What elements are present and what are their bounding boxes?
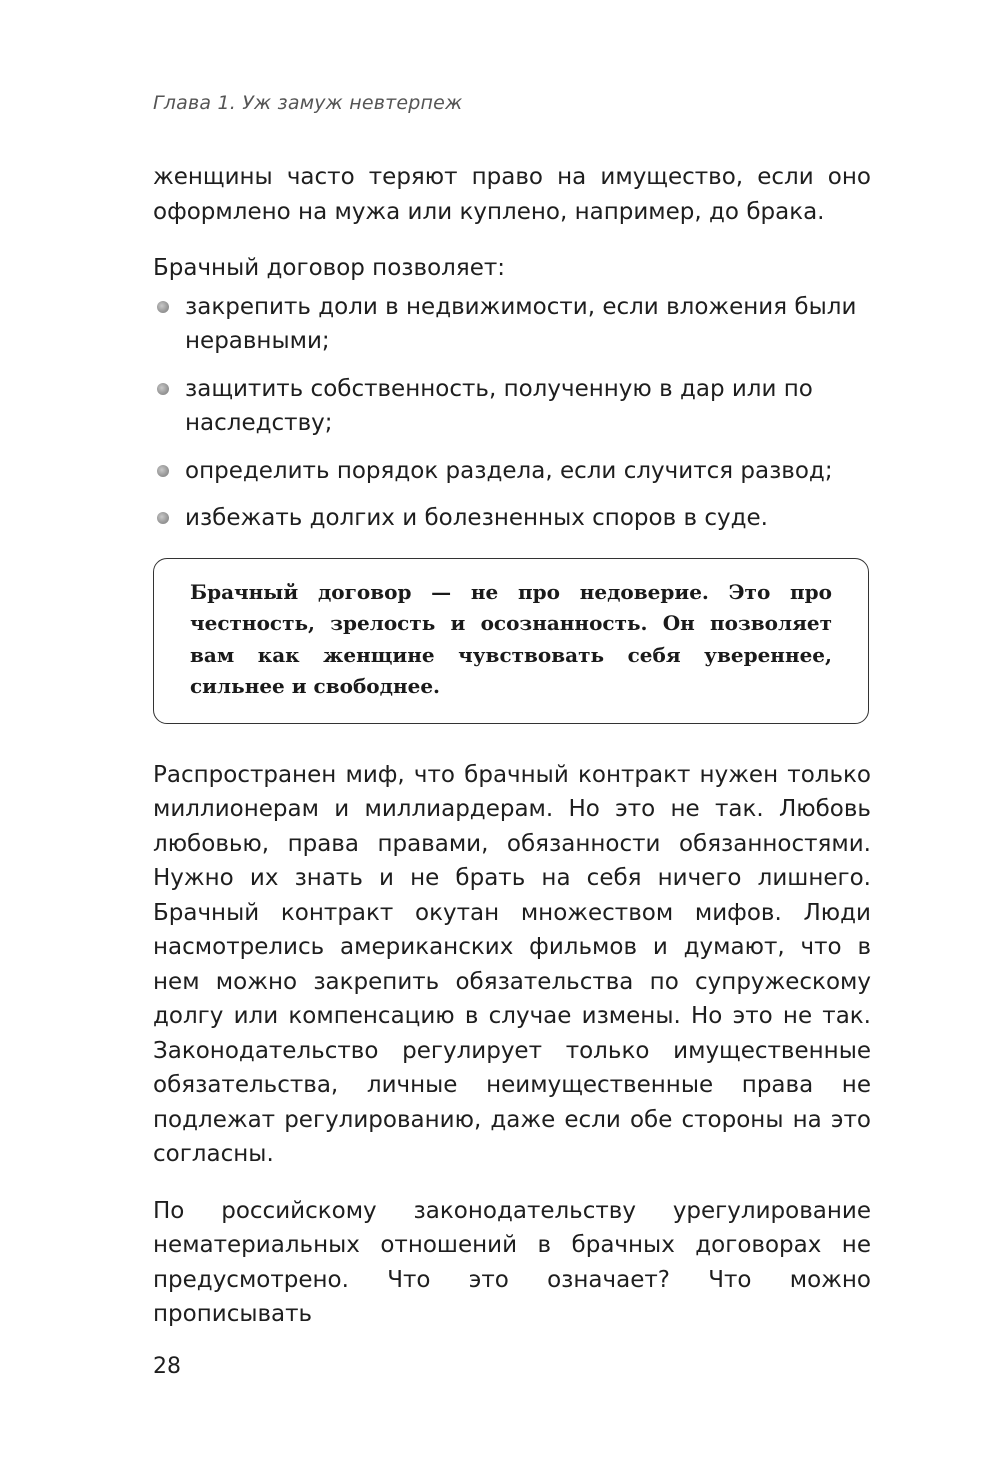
list-item — [153, 372, 871, 441]
list-lead: Брачный договор позволяет: — [153, 255, 505, 281]
running-head: Глава 1. Уж замуж невтерпеж — [153, 92, 463, 114]
list-item — [153, 290, 871, 359]
list-item-text: определить порядок раздела, если случится развод; — [185, 457, 833, 484]
page-body — [153, 160, 871, 1332]
callout-text: Брачный договор — не про недоверие. Это про честность, зрелость и осознанность. Он позволяет вам как женщине чувствовать себя увереннее, сильнее и свободнее. — [190, 579, 832, 698]
bullet-dot-icon — [157, 465, 169, 477]
paragraph-law: По российскому законодательству урегулирование нематериальных отношений в брачных договорах не предусмотрено. Что это означает? Что можно прописывать — [153, 1197, 871, 1327]
paragraph-intro: женщины часто теряют право на имущество, если оно оформлено на мужа или куплено, например, до брака. — [153, 164, 871, 225]
list-item-text: закрепить доли в недвижимости, если вложения были неравными; — [185, 293, 857, 354]
paragraph-myth: Распространен миф, что брачный контракт нужен только миллионерам и миллиардерам. Но это не так. Любовь любовью, права правами, обязанности обязанностями. Нужно их знать и не брать на себя ничего лишнего. Брачный контракт окутан множеством мифов. Люди насмотрелись американских фильмов и думают, что в нем можно закрепить обязательства по супружескому долгу или компенсацию в случае измены. Но это не так. Законодательство регулирует только имущественные обязательства, личные неимущественные права не подлежат регулированию, даже если обе стороны на это согласны. — [153, 761, 871, 1167]
list-item — [153, 501, 871, 536]
list-item — [153, 454, 871, 489]
bullet-list — [153, 290, 871, 536]
list-item-text: избежать долгих и болезненных споров в суде. — [185, 505, 768, 531]
callout-box — [153, 558, 869, 724]
bullet-dot-icon — [157, 383, 169, 395]
page-number: 28 — [153, 1354, 181, 1379]
list-item-text: защитить собственность, полученную в дар или по наследству; — [185, 375, 813, 436]
bullet-dot-icon — [157, 512, 169, 524]
bullet-dot-icon — [157, 301, 169, 313]
